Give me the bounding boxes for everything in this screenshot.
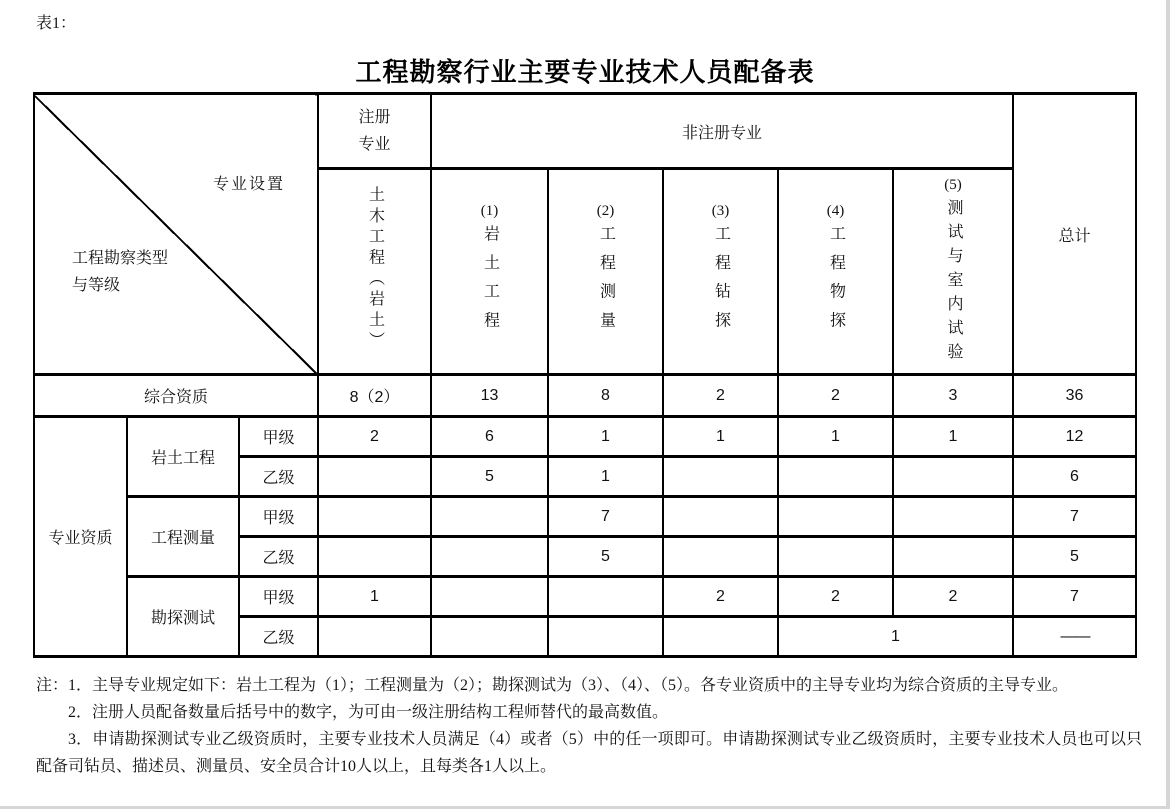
table-cell [893, 497, 1013, 537]
table-cell [778, 457, 893, 497]
table-cell: 1 [663, 417, 778, 457]
row-exploration-grade-a [34, 577, 1136, 617]
table-cell: 7 [1013, 577, 1136, 617]
table-cell: 8 [548, 375, 663, 417]
header-col-geotechnical [431, 169, 548, 375]
header-col-civil-engineering [318, 169, 431, 375]
header-total: 总计 [1013, 94, 1136, 375]
table-cell [318, 617, 431, 657]
viewer-right-edge [1166, 0, 1170, 809]
table-cell-no-total: —— [1013, 617, 1136, 657]
table-cell: 2 [663, 577, 778, 617]
table-cell: 2 [893, 577, 1013, 617]
table-cell: 1 [893, 417, 1013, 457]
row-survey-grade-a [34, 497, 1136, 537]
table-cell [431, 617, 548, 657]
page-title: 工程勘察行业主要专业技术人员配备表 [355, 57, 815, 87]
header-registered-specialty: 注册专业 [318, 94, 431, 169]
group-name-exploration-testing: 勘探测试 [127, 577, 239, 657]
note-item: 2．注册人员配备数量后括号中的数字，为可由一级注册结构工程师替代的最高数值。 [68, 704, 669, 721]
vertical-header-text: 土木工程（岩土） [366, 185, 384, 353]
table-cell [663, 497, 778, 537]
table-cell [778, 537, 893, 577]
note-item: 3．申请勘探测试专业乙级资质时，主要专业技术人员满足（4）或者（5）中的任一项即可。申请勘探测试专业乙级资质时，主要专业技术人员也可以只配备司钻员、描述员、测量员、安全员合计10人以上，且每类各1人以上。 [36, 731, 1142, 775]
table-cell [318, 537, 431, 577]
note-item: 注：1．主导专业规定如下：岩土工程为（1）；工程测量为（2）；勘探测试为（3）、（4）、（5）。各专业资质中的主导专业均为综合资质的主导专业。 [36, 677, 1069, 694]
table-cell: 5 [1013, 537, 1136, 577]
personnel-allocation-table [33, 92, 1137, 658]
header-col-engineering-drilling [663, 169, 778, 375]
header-col-engineering-survey [548, 169, 663, 375]
merged-cell-geophysical-testing: 1 [778, 617, 1013, 657]
header-row-1 [34, 94, 1136, 169]
grade-cell: 甲级 [239, 497, 318, 537]
table-cell: 6 [431, 417, 548, 457]
table-cell: 2 [778, 375, 893, 417]
table-cell: 2 [778, 577, 893, 617]
table-cell: 3 [893, 375, 1013, 417]
row-comprehensive [34, 375, 1136, 417]
table-cell [548, 577, 663, 617]
vertical-header-text: 工程测量 [597, 225, 615, 341]
header-non-registered-specialty: 非注册专业 [431, 94, 1013, 169]
table-cell [663, 617, 778, 657]
corner-diagonal-cell [34, 94, 318, 375]
table-cell [318, 457, 431, 497]
table-cell: 2 [663, 375, 778, 417]
grade-cell: 乙级 [239, 617, 318, 657]
table-cell [778, 497, 893, 537]
corner-label-specialty-setup: 专业设置 [213, 176, 286, 193]
table-cell: 2 [318, 417, 431, 457]
column-number: (5) [944, 177, 962, 193]
table-cell: 5 [431, 457, 548, 497]
row-geotech-grade-a [34, 417, 1136, 457]
column-number: (1) [480, 203, 499, 220]
column-number: (4) [826, 203, 845, 220]
vertical-header-text: 工程钻探 [712, 225, 730, 341]
header-col-geophysical [778, 169, 893, 375]
table-cell [893, 537, 1013, 577]
table-cell: 1 [318, 577, 431, 617]
vertical-header-text: 测试与室内试验 [945, 199, 962, 367]
table-cell: 6 [1013, 457, 1136, 497]
table-cell [431, 577, 548, 617]
table-cell: 36 [1013, 375, 1136, 417]
grade-cell: 甲级 [239, 417, 318, 457]
table-cell: 5 [548, 537, 663, 577]
table-cell [431, 537, 548, 577]
table-cell: 1 [778, 417, 893, 457]
table-cell [893, 457, 1013, 497]
section-label-professional: 专业资质 [34, 417, 127, 657]
group-name-survey: 工程测量 [127, 497, 239, 577]
table-number-label: 表1： [36, 15, 77, 32]
table-cell: 7 [1013, 497, 1136, 537]
table-cell: 1 [548, 457, 663, 497]
grade-cell: 甲级 [239, 577, 318, 617]
table-cell [663, 457, 778, 497]
column-number: (2) [596, 203, 615, 220]
table-cell: 13 [431, 375, 548, 417]
grade-cell: 乙级 [239, 457, 318, 497]
table-cell: 1 [548, 417, 663, 457]
grade-cell: 乙级 [239, 537, 318, 577]
corner-label-survey-type-grade: 工程勘察类型与等级 [72, 250, 169, 294]
table-cell [318, 497, 431, 537]
table-cell [548, 617, 663, 657]
footnotes [36, 672, 1142, 780]
table-cell: 7 [548, 497, 663, 537]
comprehensive-label: 综合资质 [34, 375, 318, 417]
vertical-header-text: 工程物探 [827, 225, 845, 341]
header-col-lab-testing [893, 169, 1013, 375]
table-cell [663, 537, 778, 577]
table-cell [431, 497, 548, 537]
table-cell: 12 [1013, 417, 1136, 457]
column-number: (3) [711, 203, 730, 220]
group-name-geotech: 岩土工程 [127, 417, 239, 497]
vertical-header-text: 岩土工程 [481, 225, 499, 341]
table-cell: 8（2） [318, 375, 431, 417]
